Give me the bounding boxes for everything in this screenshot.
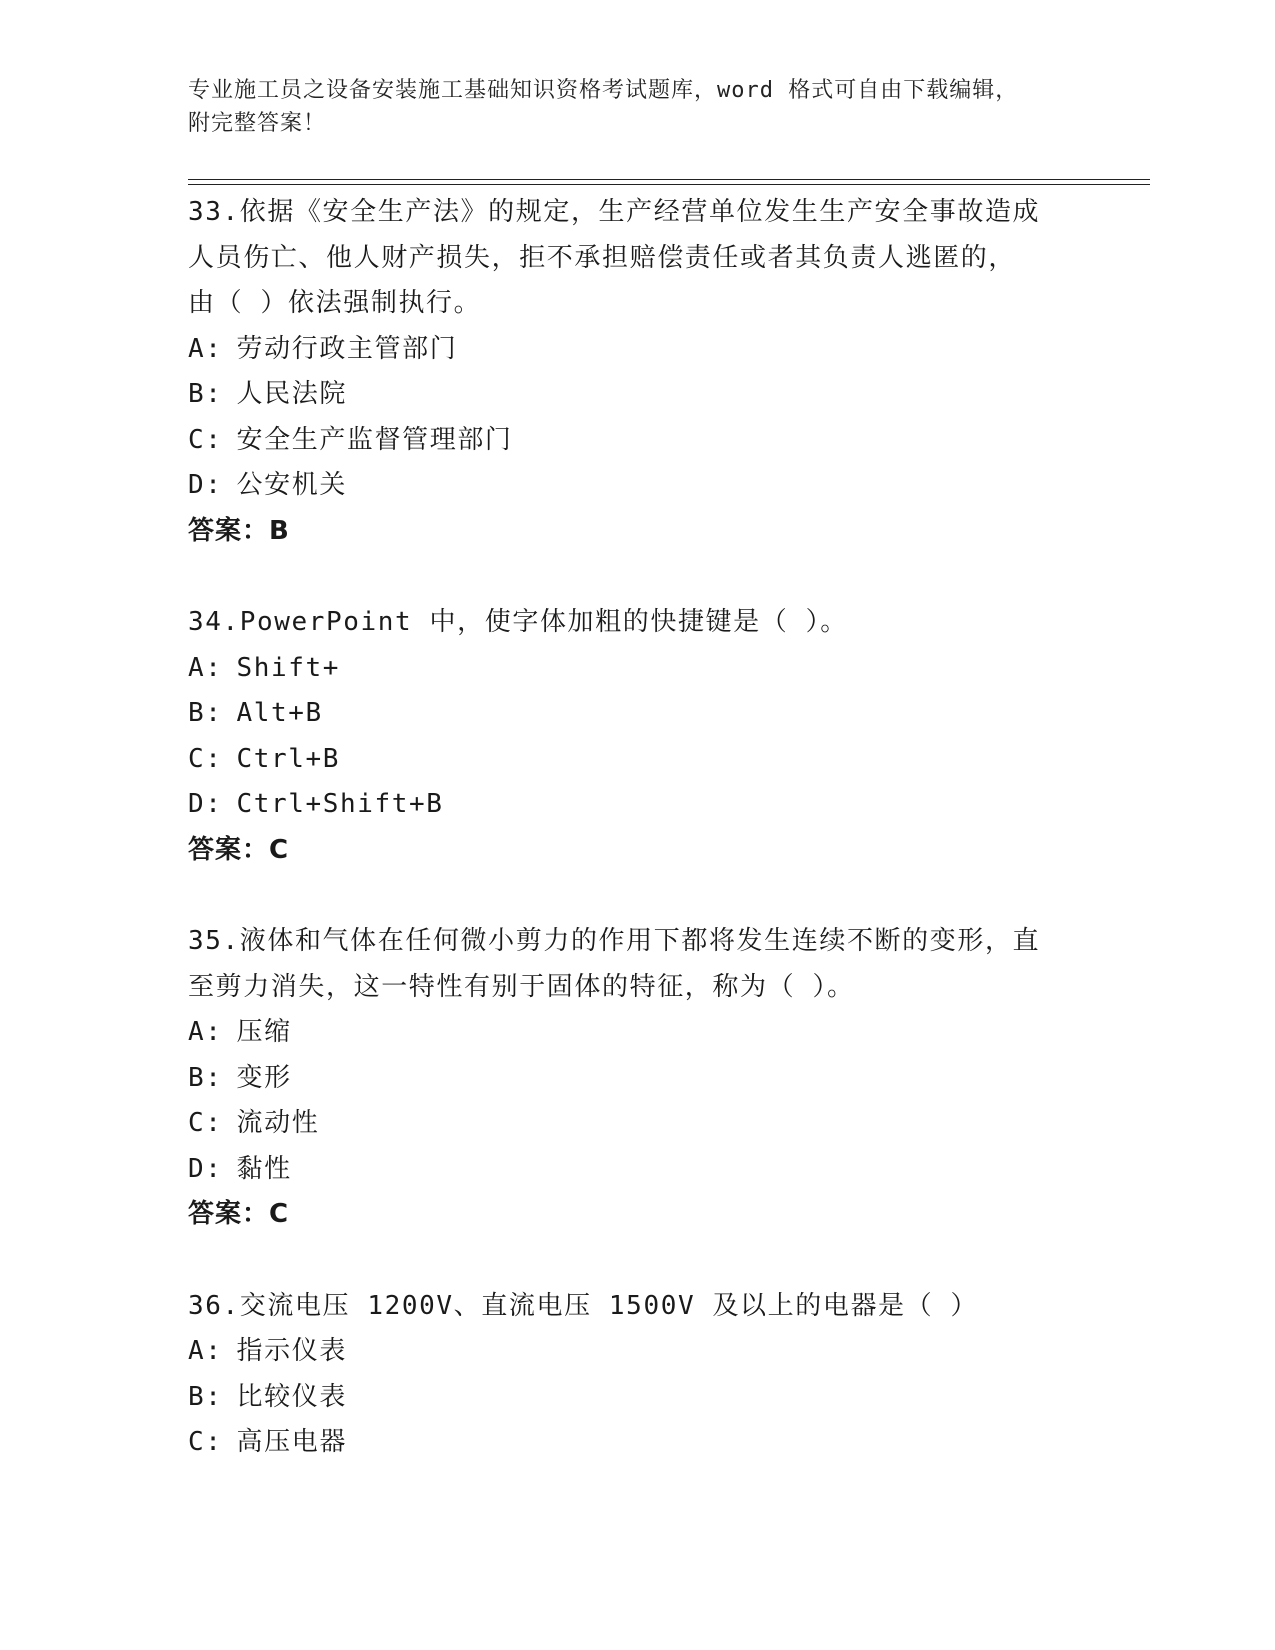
option-letter: B: (188, 698, 223, 728)
question-stem-line: 33.依据《安全生产法》的规定，生产经营单位发生生产安全事故造成 (188, 197, 1041, 227)
option-text: 指示仪表 (236, 1336, 347, 1366)
option-a (188, 646, 1088, 692)
question-stem-line: 36.交流电压 1200V、直流电压 1500V 及以上的电器是（ ） (188, 1290, 979, 1321)
option-a (188, 1329, 1088, 1375)
option-letter: B: (188, 1062, 223, 1093)
option-b (188, 691, 1088, 737)
option-letter: C: (188, 1108, 223, 1138)
option-d (188, 782, 1088, 828)
question-stem-line: 35.液体和气体在任何微小剪力的作用下都将发生连续不断的变形，直 (188, 926, 1041, 956)
option-letter: B: (188, 1381, 223, 1412)
option-text: Ctrl+B (236, 743, 341, 774)
option-text: 人民法院 (236, 379, 347, 409)
question-list (188, 190, 1088, 1466)
option-text: 公安机关 (236, 470, 347, 500)
option-a (188, 1010, 1088, 1056)
option-letter: C: (188, 424, 223, 455)
question-spacer (188, 873, 1088, 919)
header-rule-bottom (188, 184, 1150, 185)
option-d (188, 1147, 1088, 1193)
option-letter: C: (188, 1427, 223, 1457)
option-text: 安全生产监督管理部门 (236, 424, 513, 455)
option-c (188, 418, 1088, 464)
option-letter: C: (188, 743, 223, 774)
header-line-2: 附完整答案！ (188, 111, 327, 136)
question-34 (188, 600, 1088, 873)
option-text: 高压电器 (236, 1427, 347, 1457)
option-b (188, 1056, 1088, 1102)
option-letter: A: (188, 333, 223, 364)
option-letter: A: (188, 652, 223, 683)
question-33 (188, 190, 1088, 554)
question-spacer (188, 1238, 1088, 1284)
option-text: 黏性 (236, 1153, 292, 1184)
option-c (188, 1101, 1088, 1147)
option-text: Ctrl+Shift+B (236, 789, 444, 819)
answer-label: 答案：B (188, 515, 290, 546)
question-stem-line: 至剪力消失，这一特性有别于固体的特征，称为（ ）。 (188, 971, 855, 1002)
question-spacer (188, 554, 1088, 600)
option-b (188, 1375, 1088, 1421)
option-text: 劳动行政主管部门 (236, 333, 458, 364)
question-35 (188, 919, 1088, 1238)
answer-label: 答案：C (188, 1199, 290, 1229)
option-letter: D: (188, 470, 223, 500)
option-a (188, 327, 1088, 373)
option-d (188, 463, 1088, 509)
option-letter: D: (188, 789, 223, 819)
answer-label: 答案：C (188, 834, 290, 865)
option-text: Alt+B (236, 698, 323, 728)
question-stem-line: 34.PowerPoint 中，使字体加粗的快捷键是（ ）。 (188, 607, 848, 637)
option-text: 比较仪表 (236, 1381, 347, 1412)
question-stem-line: 由（ ）依法强制执行。 (188, 288, 482, 318)
option-letter: A: (188, 1336, 223, 1366)
option-c (188, 737, 1088, 783)
option-text: 压缩 (236, 1017, 292, 1047)
option-b (188, 372, 1088, 418)
question-36 (188, 1284, 1088, 1466)
option-letter: D: (188, 1153, 223, 1184)
option-text: 变形 (236, 1062, 292, 1093)
header-rule-top (188, 179, 1150, 180)
option-c (188, 1420, 1088, 1466)
option-text: 流动性 (236, 1108, 320, 1138)
option-letter: A: (188, 1017, 223, 1047)
question-stem-line: 人员伤亡、他人财产损失，拒不承担赔偿责任或者其负责人逃匿的， (188, 242, 1017, 273)
option-letter: B: (188, 379, 223, 409)
option-text: Shift+ (236, 652, 341, 683)
document-header (188, 74, 1068, 140)
header-line-1: 专业施工员之设备安装施工基础知识资格考试题库，word 格式可自由下载编辑， (188, 78, 1019, 103)
